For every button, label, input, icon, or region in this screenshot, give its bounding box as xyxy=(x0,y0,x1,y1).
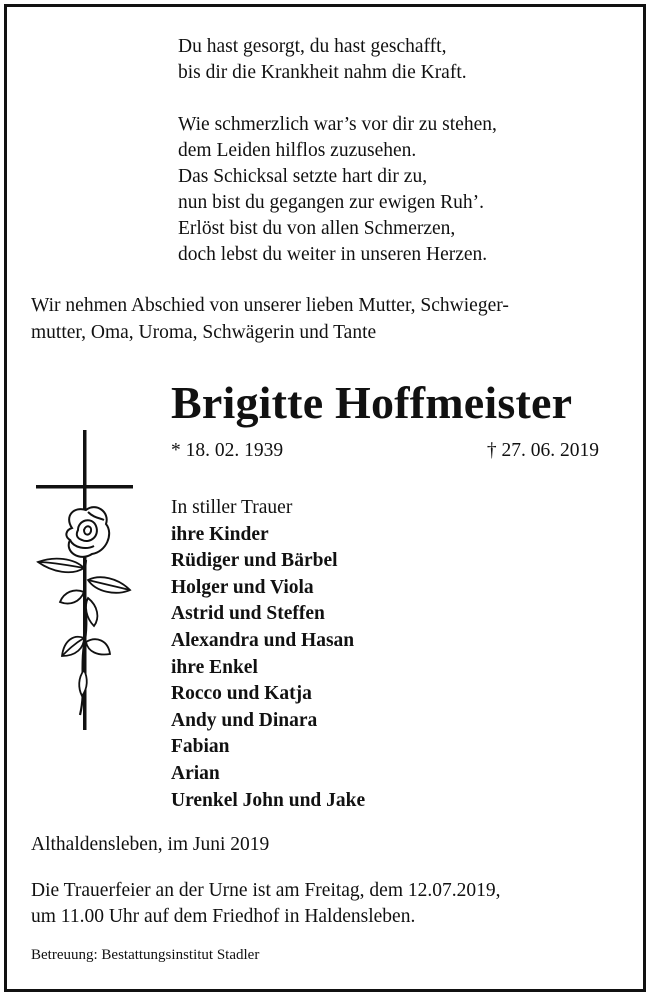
funeral-home-credit: Betreuung: Bestattungsinstitut Stadler xyxy=(31,947,260,963)
cross-with-rose-icon xyxy=(34,430,136,734)
mourner-entry: Andy und Dinara xyxy=(171,709,318,731)
intro-line: mutter, Oma, Uroma, Schwägerin und Tante xyxy=(31,322,377,343)
mourner-entry: Holger und Viola xyxy=(171,576,314,598)
ceremony-line: Die Trauerfeier an der Urne ist am Freitag, dem 12.07.2019, xyxy=(31,880,501,901)
poem-line: Wie schmerzlich war’s vor dir zu stehen, xyxy=(178,114,497,135)
mourner-entry: Arian xyxy=(171,762,220,784)
deceased-name: Brigitte Hoffmeister xyxy=(171,377,573,428)
poem-line: Das Schicksal setzte hart dir zu, xyxy=(178,166,428,187)
poem-line: bis dir die Krankheit nahm die Kraft. xyxy=(178,62,467,83)
birth-date: * 18. 02. 1939 xyxy=(171,440,284,461)
place-and-date: Althaldensleben, im Juni 2019 xyxy=(31,834,270,855)
poem-line: Du hast gesorgt, du hast geschafft, xyxy=(178,36,447,57)
farewell-intro xyxy=(31,292,631,346)
mourner-entry: Urenkel John und Jake xyxy=(171,789,366,811)
poem xyxy=(178,34,497,268)
mourner-entry: Fabian xyxy=(171,736,230,758)
death-date: † 27. 06. 2019 xyxy=(486,440,599,461)
mourning-lead: In stiller Trauer xyxy=(171,497,293,518)
intro-line: Wir nehmen Abschied von unserer lieben Mutter, Schwieger- xyxy=(31,295,509,316)
poem-line: Erlöst bist du von allen Schmerzen, xyxy=(178,218,456,239)
poem-stanza-1 xyxy=(178,34,497,86)
mourner-entry: Rocco und Katja xyxy=(171,683,312,705)
ceremony-line: um 11.00 Uhr auf dem Friedhof in Haldensleben. xyxy=(31,906,416,927)
mourner-entry: ihre Enkel xyxy=(171,656,258,678)
mourner-entry: Alexandra und Hasan xyxy=(171,629,355,651)
poem-stanza-2 xyxy=(178,112,497,268)
mourner-entry: Rüdiger und Bärbel xyxy=(171,550,338,572)
mourner-entry: Astrid und Steffen xyxy=(171,603,325,625)
poem-line: dem Leiden hilflos zuzusehen. xyxy=(178,140,417,161)
poem-line: doch lebst du weiter in unseren Herzen. xyxy=(178,244,488,265)
poem-line: nun bist du gegangen zur ewigen Ruh’. xyxy=(178,192,484,213)
ceremony-notice xyxy=(31,878,631,930)
mourner-entry: ihre Kinder xyxy=(171,523,269,545)
mourners-list xyxy=(171,495,365,814)
